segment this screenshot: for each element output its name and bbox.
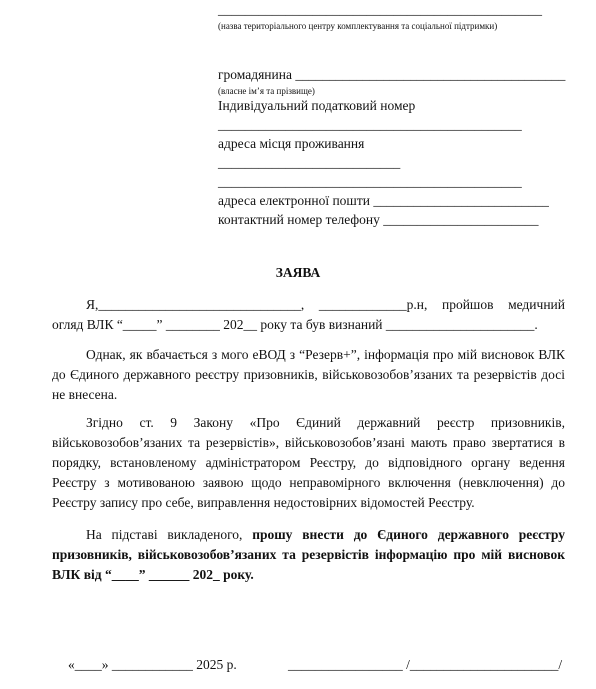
paragraph-3 [52,413,565,513]
tcc-name-caption: (назва територіального центру комплектування та соціальної підтримки) [218,21,498,31]
paragraph-1-text: Я,______________________________, _____________р.н, пройшов медичний огляд ВЛК “_____” ________ 202__ року та був визнаний ______________________. [52,297,565,332]
phone-line: контактний номер телефону _______________________ [218,212,539,227]
address-label: адреса місця проживання [218,136,365,151]
signature-line: _________________ /______________________/ [288,657,563,672]
tax-number-line: _____________________________________________ [218,117,522,132]
date-line: «____» ____________ 2025 р. [68,657,237,672]
paragraph-1 [52,295,565,335]
paragraph-4-intro: На підставі викладеного, [86,527,253,542]
paragraph-4 [52,525,565,585]
email-line: адреса електронної пошти __________________________ [218,193,549,208]
paragraph-2 [52,345,565,405]
name-caption: (власне ім’я та прізвище) [218,86,315,96]
paragraph-2-text: Однак, як вбачається з мого еВОД з “Резерв+”, інформація про мій висновок ВЛК до Єдиного державного реєстру призовників, військовозобов’язаних та резервістів досі не внесена. [52,347,565,402]
citizen-line: громадянина ________________________________________ [218,67,566,82]
address-line-1: ___________________________ [218,155,401,170]
paragraph-3-text: Згідно ст. 9 Закону «Про Єдиний державний реєстр призовників, військовозобов’язаних та резервістів», військовозобов’язані мають право звертатися в порядку, встановленому адміністратором Реєстру, до відповідного органу ведення Реєстру з мотивованою заявою щодо неправомірного включення (невключення) до Реєстру запису про себе, виправлення недостовірних відомостей Реєстру. [52,415,565,510]
tax-number-label: Індивідуальний податковий номер [218,98,416,113]
document-title: ЗАЯВА [275,265,321,280]
address-line-2: _____________________________________________ [218,174,522,189]
paragraph-4-request: прошу внести до Єдиного державного реєстру призовників, військовозобов’язаних та резервістів інформацію про мій висновок ВЛК від “____” ______ 202_ року. [52,527,565,582]
tcc-name-line: ________________________________________________ [218,2,542,17]
